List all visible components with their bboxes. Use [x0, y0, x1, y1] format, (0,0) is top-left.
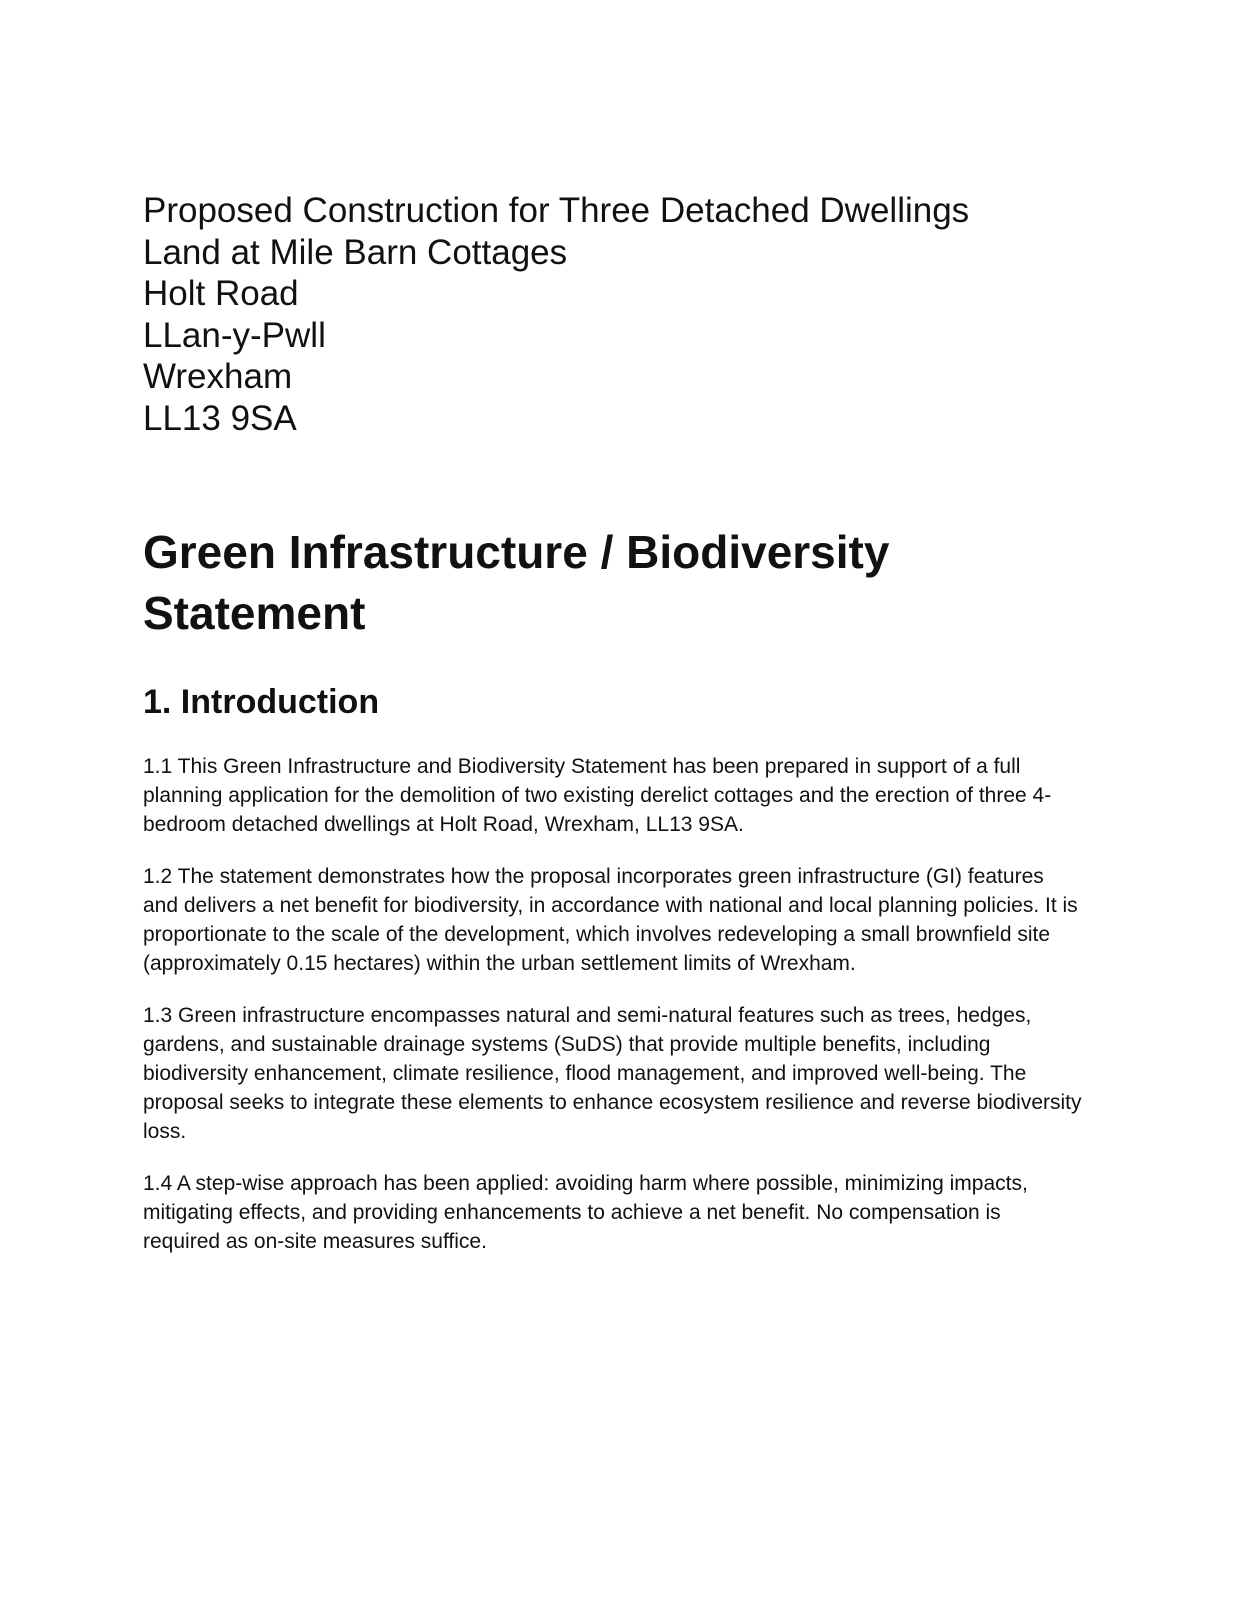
document-title-line-1: Green Infrastructure / Biodiversity	[143, 526, 890, 578]
site-name-line: Land at Mile Barn Cottages	[143, 232, 568, 272]
postcode-line: LL13 9SA	[143, 398, 297, 438]
paragraph-1-4: 1.4 A step-wise approach has been applied: avoiding harm where possible, minimizing impacts, mitigating effects, and providing enhancements to achieve a net benefit. No compensation is required as on-site measures suffice.	[143, 1172, 1028, 1253]
street-line: Holt Road	[143, 274, 299, 313]
paragraph-1-2: 1.2 The statement demonstrates how the proposal incorporates green infrastructure (GI) features and delivers a net benefit for biodiversity, in accordance with national and local planning policies. It is proportionate to the scale of the development, which involves redeveloping a small brownfield site (approximately 0.15 hectares) within the urban settlement limits of Wrexham.	[143, 865, 1078, 975]
paragraph-1-3: 1.3 Green infrastructure encompasses natural and semi-natural features such as trees, hedges, gardens, and sustainable drainage systems (SuDS) that provide multiple benefits, including biodiversity enhancement, climate resilience, flood management, and improved well-being. The proposal seeks to integrate these elements to enhance ecosystem resilience and reverse biodiversity loss.	[143, 1004, 1082, 1143]
site-address-block	[143, 190, 1083, 439]
document-title-line-2: Statement	[143, 587, 366, 639]
paragraph-1-1: 1.1 This Green Infrastructure and Biodiversity Statement has been prepared in support of a full planning application for the demolition of two existing derelict cottages and the erection of three 4-bedroom detached dwellings at Holt Road, Wrexham, LL13 9SA.	[143, 755, 1052, 836]
town-line: Wrexham	[143, 357, 293, 396]
document-title	[143, 522, 1083, 644]
section-heading-introduction: 1. Introduction	[143, 683, 380, 721]
page-content	[143, 190, 1083, 1256]
project-description-line: Proposed Construction for Three Detached Dwellings	[143, 191, 970, 230]
locality-line: LLan-y-Pwll	[143, 315, 326, 355]
